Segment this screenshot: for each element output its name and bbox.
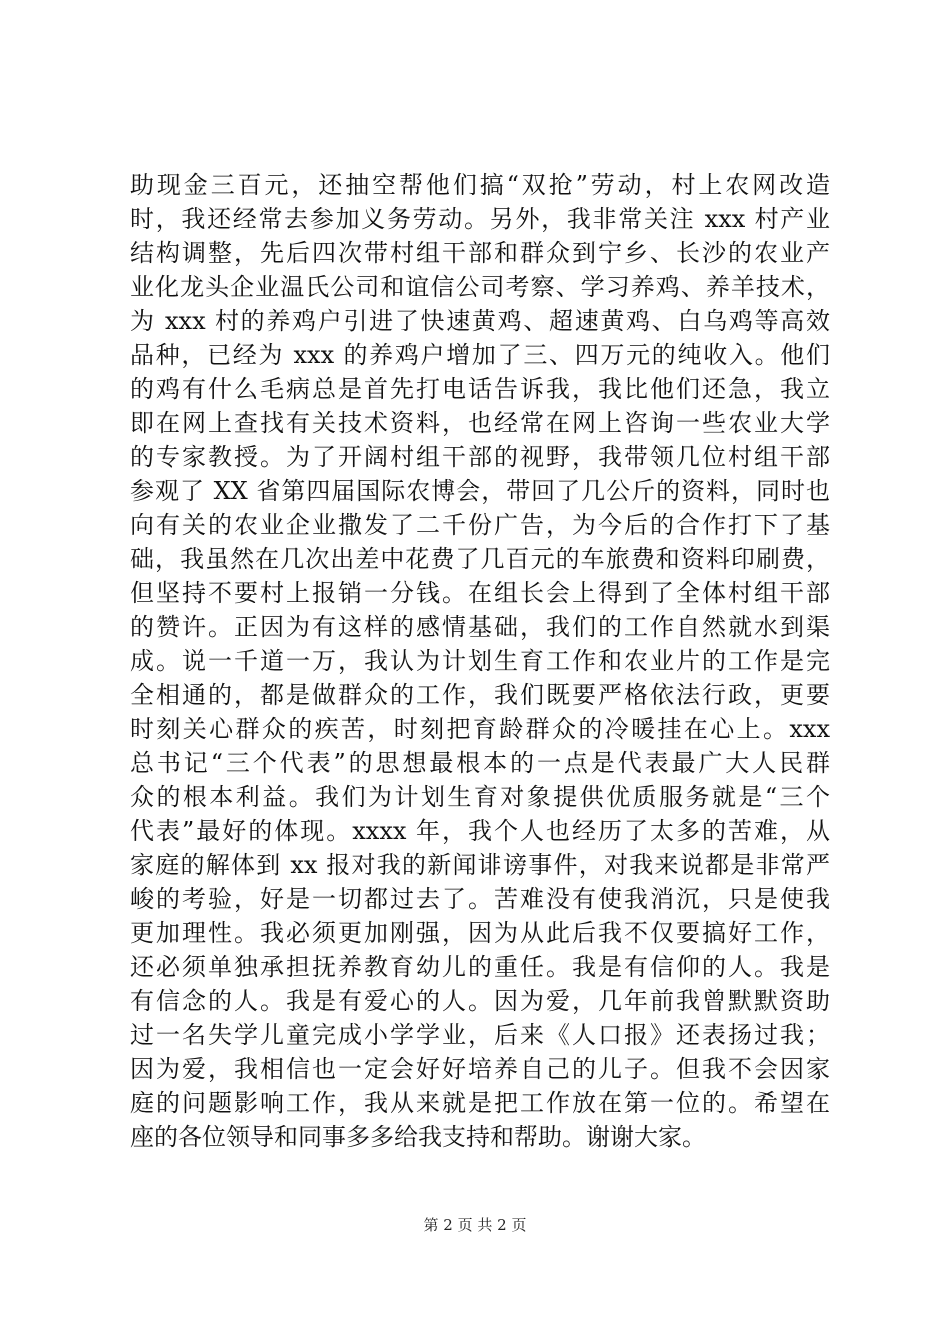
text-line: 全相通的，都是做群众的工作，我们既要严格依法行政，更要 [130, 681, 830, 709]
text-line: 的鸡有什么毛病总是首先打电话告诉我，我比他们还急，我立 [130, 375, 830, 403]
text-line: 座的各位领导和同事多多给我支持和帮助。谢谢大家。 [130, 1123, 706, 1151]
text-line: 结构调整，先后四次带村组干部和群众到宁乡、长沙的农业产 [130, 239, 830, 267]
text-line: 更加理性。我必须更加刚强，因为从此后我不仅要搞好工作， [130, 919, 830, 947]
text-line: 础，我虽然在几次出差中花费了几百元的车旅费和资料印刷费， [130, 545, 830, 573]
text-line: 业化龙头企业温氏公司和谊信公司考察、学习养鸡、养羊技术， [130, 273, 830, 301]
text-line: 时，我还经常去参加义务劳动。另外，我非常关注 xxx 村产业 [130, 205, 830, 233]
text-line: 还必须单独承担抚养教育幼儿的重任。我是有信仰的人。我是 [130, 953, 830, 981]
text-line: 代表”最好的体现。xxxx 年，我个人也经历了太多的苦难，从 [130, 817, 830, 845]
text-line: 总书记“三个代表”的思想最根本的一点是代表最广大人民群 [130, 749, 830, 777]
page-number-footer: 第 2 页 共 2 页 [423, 1216, 527, 1234]
text-line: 成。说一千道一万，我认为计划生育工作和农业片的工作是完 [130, 647, 830, 675]
text-line: 的赞许。正因为有这样的感情基础，我们的工作自然就水到渠 [130, 613, 830, 641]
text-line: 庭的问题影响工作，我从来就是把工作放在第一位的。希望在 [130, 1089, 830, 1117]
text-line: 为 xxx 村的养鸡户引进了快速黄鸡、超速黄鸡、白乌鸡等高效 [130, 307, 830, 335]
text-line: 助现金三百元，还抽空帮他们搞“双抢”劳动，村上农网改造 [130, 171, 830, 199]
text-line: 品种，已经为 xxx 的养鸡户增加了三、四万元的纯收入。他们 [130, 341, 830, 369]
text-line: 过一名失学儿童完成小学学业，后来《人口报》还表扬过我； [130, 1021, 830, 1049]
text-line: 但坚持不要村上报销一分钱。在组长会上得到了全体村组干部 [130, 579, 830, 607]
text-line: 的专家教授。为了开阔村组干部的视野，我带领几位村组干部 [130, 443, 830, 471]
text-line: 即在网上查找有关技术资料，也经常在网上咨询一些农业大学 [130, 409, 830, 437]
text-line: 峻的考验，好是一切都过去了。苦难没有使我消沉，只是使我 [130, 885, 830, 913]
text-line: 家庭的解体到 xx 报对我的新闻诽谤事件，对我来说都是非常严 [130, 851, 830, 879]
body-paragraph [130, 168, 830, 1154]
text-line: 参观了 XX 省第四届国际农博会，带回了几公斤的资料，同时也 [130, 477, 830, 505]
text-line: 向有关的农业企业撒发了二千份广告，为今后的合作打下了基 [130, 511, 830, 539]
text-line: 时刻关心群众的疾苦，时刻把育龄群众的冷暖挂在心上。xxx [130, 715, 830, 743]
text-line: 因为爱，我相信也一定会好好培养自己的儿子。但我不会因家 [130, 1055, 830, 1083]
text-line: 有信念的人。我是有爱心的人。因为爱，几年前我曾默默资助 [130, 987, 830, 1015]
text-line: 众的根本利益。我们为计划生育对象提供优质服务就是“三个 [130, 783, 830, 811]
